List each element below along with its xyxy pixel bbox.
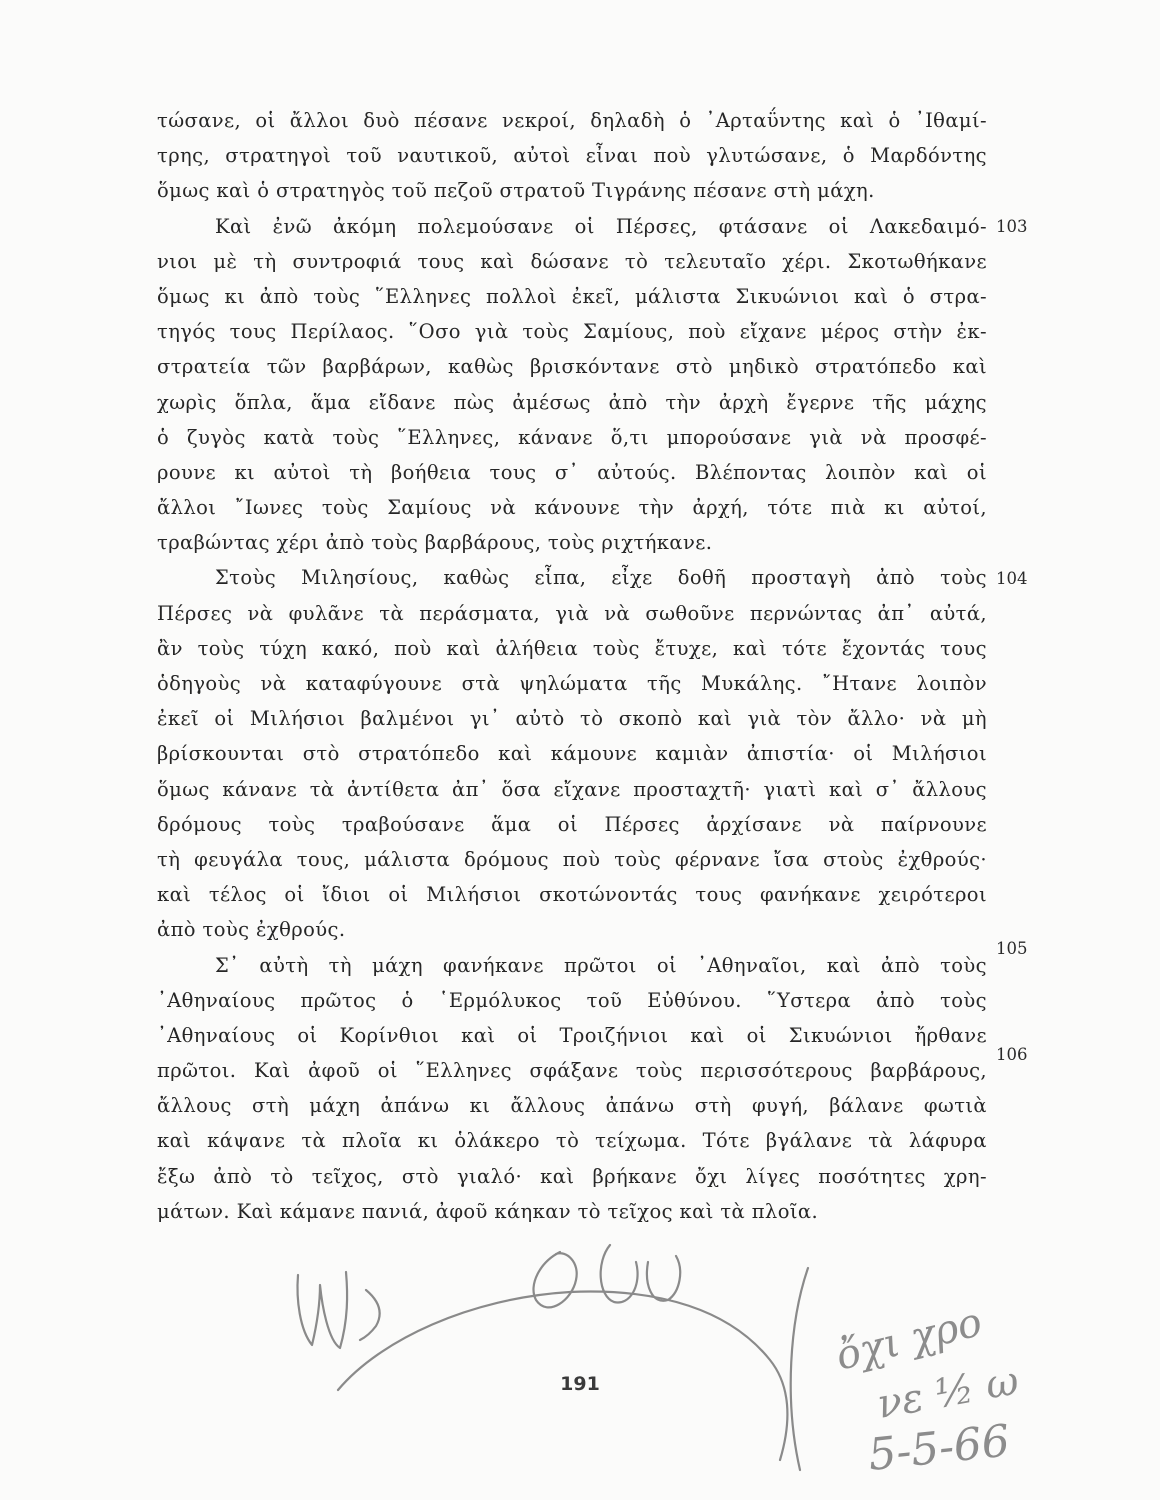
text-line: καὶ κάψανε τὰ πλοῖα κι ὁλάκερο τὸ τείχωμα. Τότε βγάλανε τὰ λάφυρα bbox=[157, 1129, 987, 1153]
text-line: Σ᾿ αὐτὴ τὴ μάχη φανήκανε πρῶτοι οἱ ᾿Αθηναῖοι, καὶ ἀπὸ τοὺς bbox=[215, 953, 987, 977]
section-number: 105 bbox=[996, 939, 1028, 958]
text-line: ἐκεῖ οἱ Μιλήσιοι βαλμένοι γι᾿ αὐτὸ τὸ σκοπὸ καὶ γιὰ τὸν ἄλλο· νὰ μὴ bbox=[157, 707, 987, 731]
text-line: ᾿Αθηναίους πρῶτος ὁ ῾Ερμόλυκος τοῦ Εὐθύνου. ῞Υστερα ἀπὸ τοὺς bbox=[157, 988, 987, 1012]
text-line: τώσανε, οἱ ἄλλοι δυὸ πέσανε νεκροί, δηλαδὴ ὁ ᾿Αρταΰντης καὶ ὁ ᾿Ιθαμί- bbox=[157, 109, 987, 132]
text-line: χωρὶς ὅπλα, ἅμα εἴδανε πὼς ἀμέσως ἀπὸ τὴν ἀρχὴ ἔγερνε τῆς μάχης bbox=[157, 390, 987, 414]
text-line: δρόμους τοὺς τραβούσανε ἅμα οἱ Πέρσες ἀρχίσανε νὰ παίρνουνε bbox=[157, 812, 987, 836]
text-line: ᾿Αθηναίους οἱ Κορίνθιοι καὶ οἱ Τροιζήνιοι καὶ οἱ Σικυώνιοι ἤρθανε bbox=[157, 1023, 987, 1047]
text-line: τηγός τους Περίλαος. ῞Οσο γιὰ τοὺς Σαμίους, ποὺ εἴχανε μέρος στὴν ἐκ- bbox=[157, 320, 987, 344]
page-number: 191 bbox=[560, 1373, 600, 1395]
text-line: ὁδηγοὺς νὰ καταφύγουνε στὰ ψηλώματα τῆς Μυκάλης. ῎Ητανε λοιπὸν bbox=[157, 672, 987, 695]
text-line: ἂν τοὺς τύχη κακό, ποὺ καὶ ἀλήθεια τοὺς ἔτυχε, καὶ τότε ἔχοντάς τους bbox=[157, 636, 987, 660]
section-number: 106 bbox=[996, 1045, 1028, 1064]
text-line: ἀπὸ τοὺς ἐχθρούς. bbox=[157, 918, 346, 942]
text-line: ὅμως καὶ ὁ στρατηγὸς τοῦ πεζοῦ στρατοῦ Τιγράνης πέσανε στὴ μάχη. bbox=[157, 179, 875, 203]
pencil-stroke bbox=[533, 1252, 576, 1307]
pencil-stroke bbox=[360, 1290, 380, 1340]
handwritten-date: 5-5-66 bbox=[865, 1415, 1013, 1481]
text-line: ὅμως κι ἀπὸ τοὺς ῞Ελληνες πολλοὶ ἐκεῖ, μάλιστα Σικυώνιοι καὶ ὁ στρα- bbox=[157, 284, 987, 308]
handwritten-note: νε ½ ω bbox=[873, 1357, 1023, 1428]
text-line: ἄλλοι ῎Ιωνες τοὺς Σαμίους νὰ κάνουνε τὴν ἀρχή, τότε πιὰ κι αὐτοί, bbox=[157, 496, 987, 520]
handwritten-note: ὄχι χρο bbox=[831, 1299, 987, 1380]
pencil-stroke bbox=[791, 1268, 808, 1470]
text-line: βρίσκουνται στὸ στρατόπεδο καὶ κάμουνε καμιὰν ἀπιστία· οἱ Μιλήσιοι bbox=[157, 742, 987, 766]
pencil-stroke bbox=[338, 1292, 787, 1460]
text-line: τρης, στρατηγοὶ τοῦ ναυτικοῦ, αὐτοὶ εἶναι ποὺ γλυτώσανε, ὁ Μαρδόντης bbox=[157, 144, 987, 168]
text-line: καὶ τέλος οἱ ἴδιοι οἱ Μιλήσιοι σκοτώνοντάς τους φανήκανε χειρότεροι bbox=[157, 883, 987, 907]
text-line: ὁ ζυγὸς κατὰ τοὺς ῞Ελληνες, κάνανε ὅ,τι μπορούσανε γιὰ νὰ προσφέ- bbox=[157, 425, 987, 449]
text-line: ἄλλους στὴ μάχη ἀπάνω κι ἄλλους ἀπάνω στὴ φυγή, βάλανε φωτιὰ bbox=[157, 1094, 987, 1118]
pencil-stroke bbox=[298, 1272, 348, 1348]
text-line: ρουνε κι αὐτοὶ τὴ βοήθεια τους σ᾿ αὐτούς. Βλέποντας λοιπὸν καὶ οἱ bbox=[157, 460, 987, 484]
text-line: στρατεία τῶν βαρβάρων, καθὼς βρισκόντανε στὸ μηδικὸ στρατόπεδο καὶ bbox=[157, 355, 987, 379]
section-number: 103 bbox=[996, 217, 1028, 236]
text-line: μάτων. Καὶ κάμανε πανιά, ἀφοῦ κάηκαν τὸ τεῖχος καὶ τὰ πλοῖα. bbox=[157, 1199, 819, 1223]
text-line: τραβώντας χέρι ἀπὸ τοὺς βαρβάρους, τοὺς ριχτήκανε. bbox=[157, 531, 713, 555]
text-line: τὴ φευγάλα τους, μάλιστα δρόμους ποὺ τοὺς φέρνανε ἴσα στοὺς ἐχθρούς· bbox=[157, 847, 987, 871]
text-line: ἔξω ἀπὸ τὸ τεῖχος, στὸ γιαλό· καὶ βρήκανε ὄχι λίγες ποσότητες χρη- bbox=[157, 1164, 987, 1188]
text-line: ὅμως κάνανε τὰ ἀντίθετα ἀπ᾿ ὅσα εἴχανε προσταχτῆ· γιατὶ καὶ σ᾿ ἄλλους bbox=[157, 777, 987, 801]
text-line: Στοὺς Μιλησίους, καθὼς εἶπα, εἶχε δοθῆ προσταγὴ ἀπὸ τοὺς bbox=[215, 566, 987, 590]
text-line: πρῶτοι. Καὶ ἀφοῦ οἱ ῞Ελληνες σφάξανε τοὺς περισσότερους βαρβάρους, bbox=[157, 1059, 987, 1083]
text-line: Καὶ ἐνῶ ἀκόμη πολεμούσανε οἱ Πέρσες, φτάσανε οἱ Λακεδαιμό- bbox=[215, 214, 987, 238]
text-line: Πέρσες νὰ φυλᾶνε τὰ περάσματα, γιὰ νὰ σωθοῦνε περνώντας ἀπ᾿ αὐτά, bbox=[157, 601, 987, 625]
section-number: 104 bbox=[996, 569, 1028, 588]
pencil-stroke bbox=[647, 1256, 680, 1301]
text-line: νιοι μὲ τὴ συντροφιά τους καὶ δώσανε τὸ τελευταῖο χέρι. Σκοτωθήκανε bbox=[157, 249, 987, 273]
